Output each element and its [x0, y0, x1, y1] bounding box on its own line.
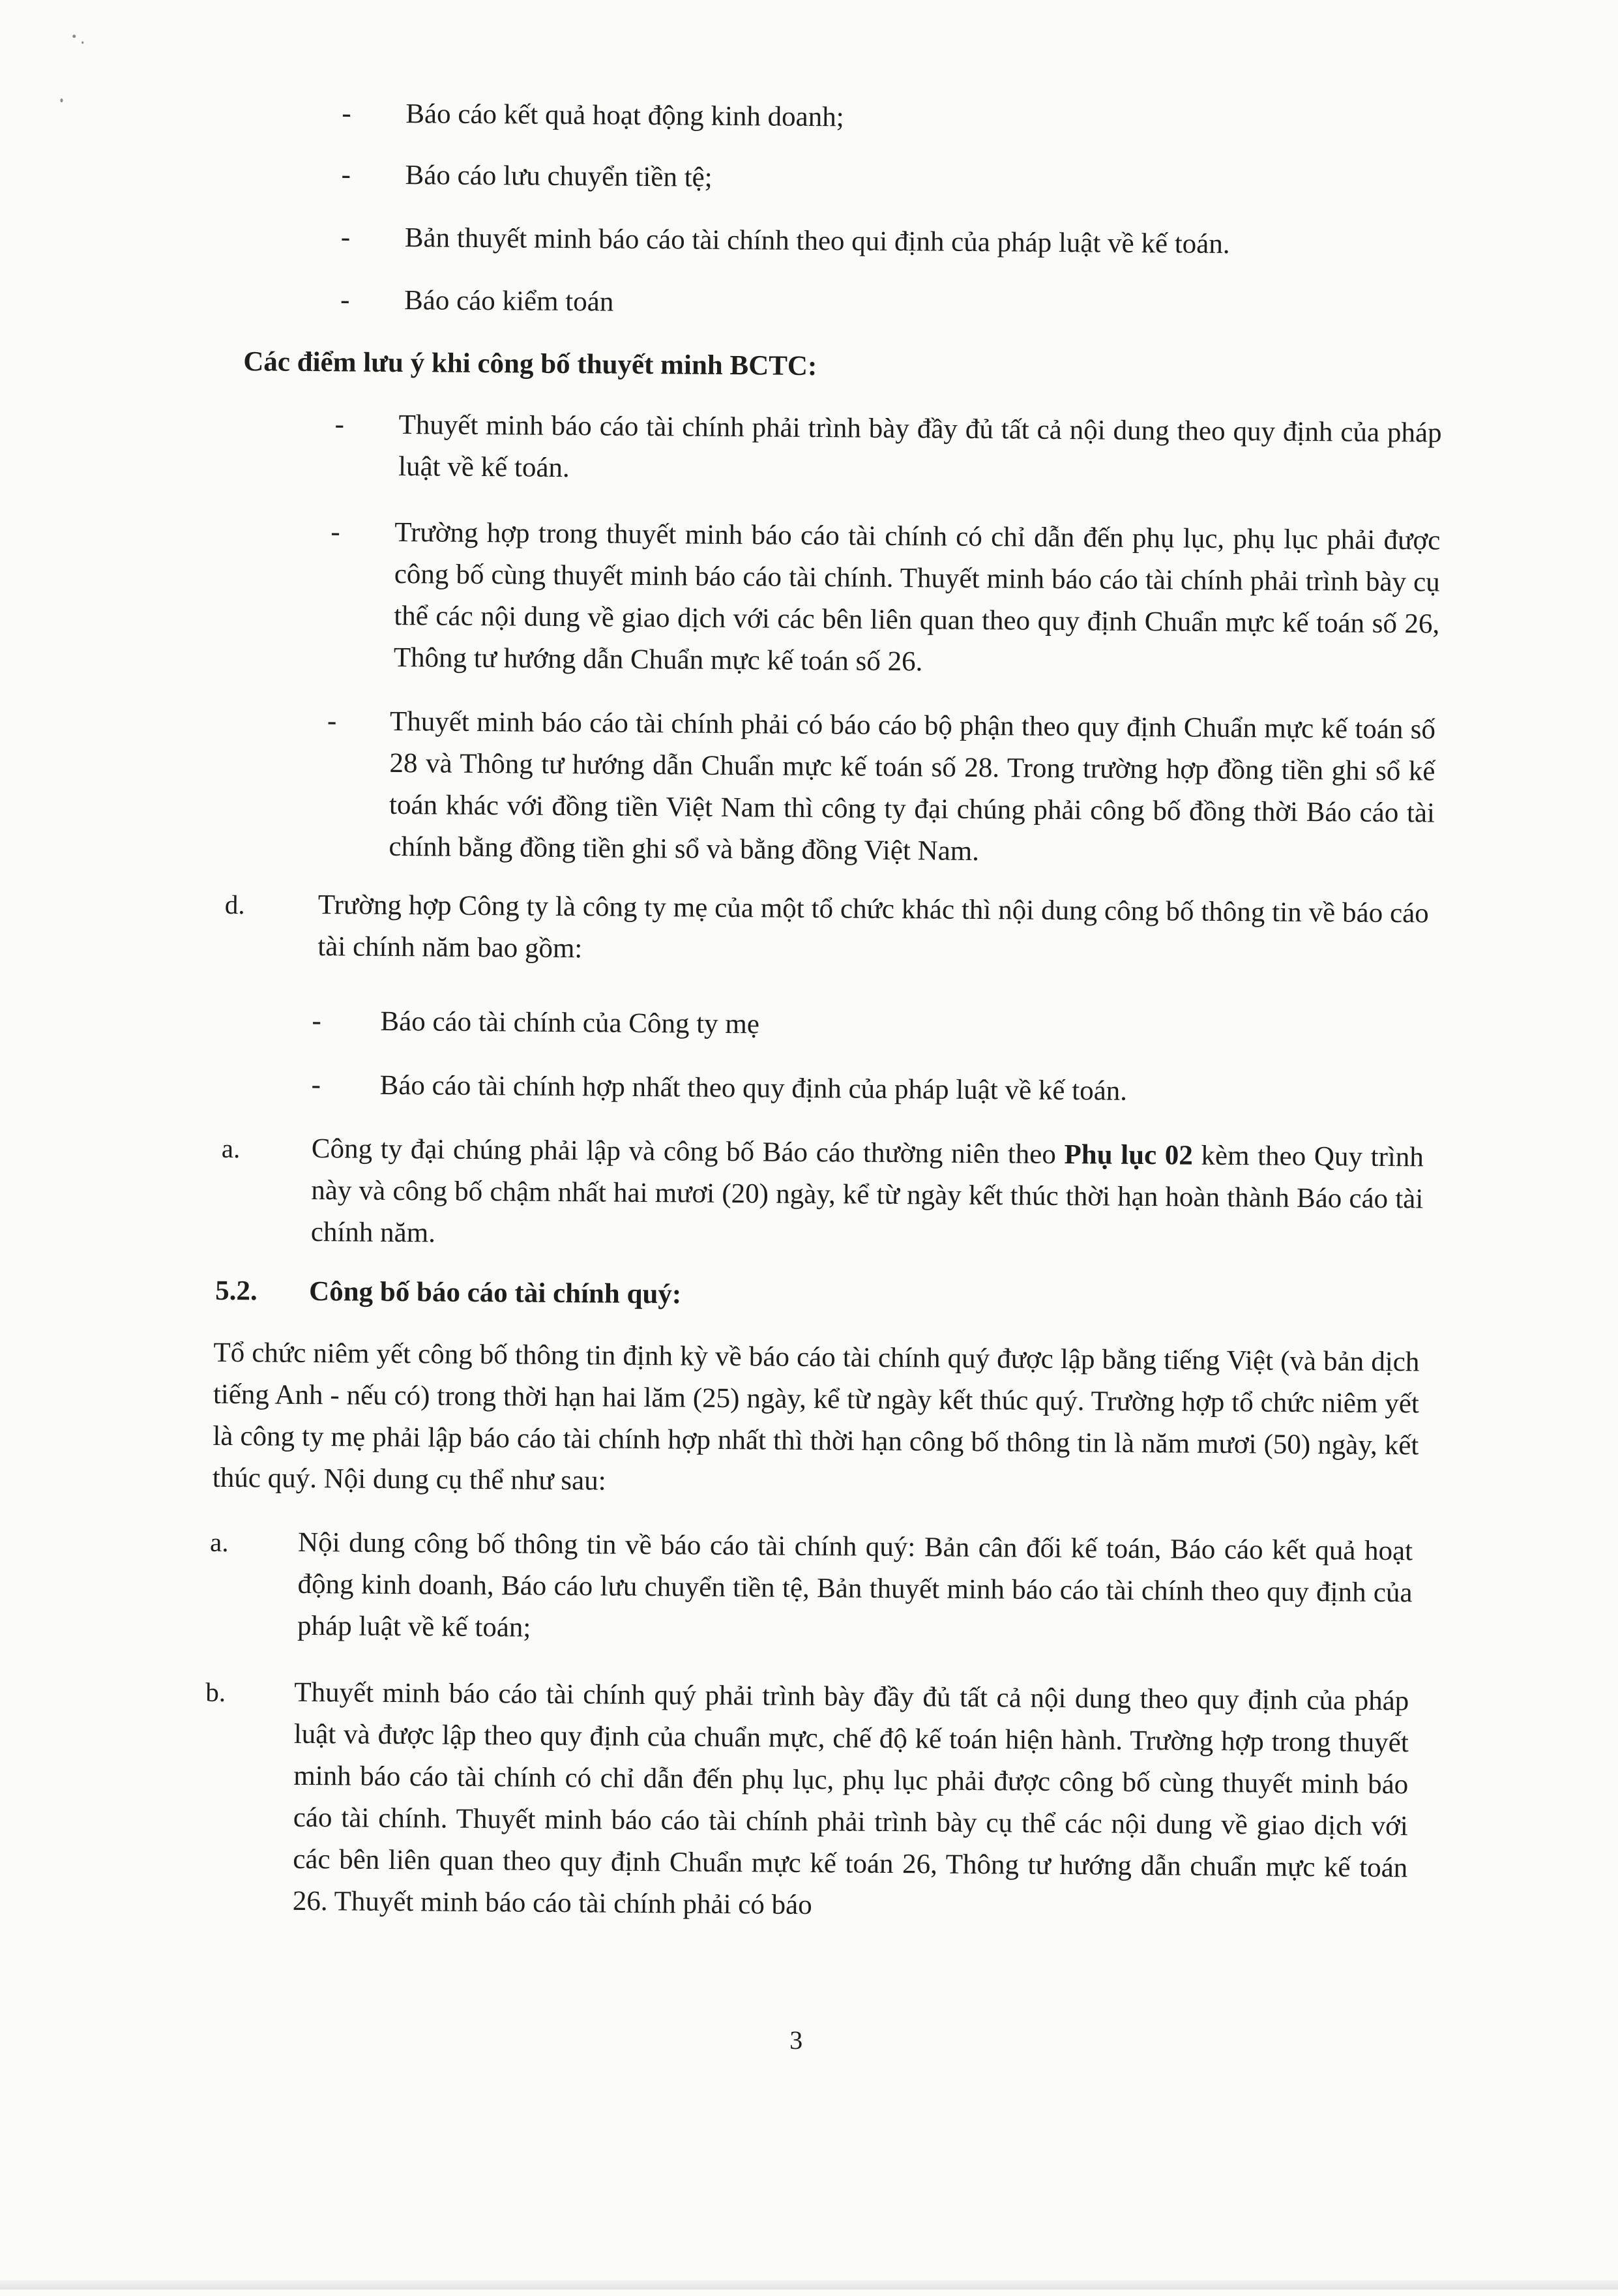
- bullet-dash: -: [341, 216, 351, 258]
- top-bullet-1: Báo cáo kết quả hoạt động kinh doanh;: [405, 93, 844, 138]
- page-number: 3: [789, 2025, 802, 2055]
- bullet-dash: -: [312, 1000, 321, 1042]
- bullet-dash: -: [311, 1064, 321, 1106]
- section-number: 5.2.: [215, 1270, 257, 1313]
- scan-speck: [81, 41, 83, 44]
- section-item-b-text: Thuyết minh báo cáo tài chính quý phải trình bày đầy đủ tất cả nội dung theo quy định của pháp luật và được lập theo quy định của chuẩn mực, chế độ kế toán hiện hành. Trường hợp trong thuyết minh báo cáo tài chính có chỉ dẫn đến phụ lục, phụ lục phải được công bố cùng thuyết minh báo cáo tài chính. Thuyết minh báo cáo tài chính phải trình bày cụ thể các nội dung về giao dịch với các bên liên quan theo quy định Chuẩn mực kế toán 26, Thông tư hướng dẫn chuẩn mực kế toán 26. Thuyết minh báo cáo tài chính phải có báo: [293, 1672, 1409, 1931]
- item-d-bullet-1: Báo cáo tài chính của Công ty mẹ: [380, 1001, 759, 1046]
- notes-bullet-3: Thuyết minh báo cáo tài chính phải có báo cáo bộ phận theo quy định Chuẩn mực kế toán số 28 và Thông tư hướng dẫn Chuẩn mực kế toán số 28. Trong trường hợp đồng tiền ghi sổ kế toán khác với đồng tiền Việt Nam thì công ty đại chúng phải công bố đồng thời Báo cáo tài chính bằng đồng tiền ghi sổ và bằng đồng Việt Nam.: [389, 701, 1435, 876]
- scan-bottom-edge: [0, 2280, 1618, 2289]
- notes-bullet-1: Thuyết minh báo cáo tài chính phải trình bày đầy đủ tất cả nội dung theo quy định của pháp luật về kế toán.: [398, 404, 1442, 496]
- top-bullet-3: Bản thuyết minh báo cáo tài chính theo qui định của pháp luật về kế toán.: [405, 217, 1230, 265]
- bullet-dash: -: [342, 93, 351, 134]
- notes-heading: Các điểm lưu ý khi công bố thuyết minh BCTC:: [243, 341, 817, 387]
- appendix-reference: Phụ lục 02: [1064, 1139, 1193, 1171]
- bullet-dash: -: [331, 511, 340, 553]
- bullet-dash: -: [327, 700, 337, 742]
- bullet-dash: -: [334, 404, 344, 445]
- section-item-a-marker: a.: [210, 1521, 229, 1563]
- section-title: Công bố báo cáo tài chính quý:: [309, 1271, 682, 1315]
- item-d-text: Trường hợp Công ty là công ty mẹ của một tổ chức khác thì nội dung công bố thông tin về báo cáo tài chính năm bao gồm:: [317, 884, 1429, 976]
- top-bullet-2: Báo cáo lưu chuyển tiền tệ;: [405, 155, 713, 199]
- item-a-marker: a.: [222, 1127, 241, 1169]
- bullet-dash: -: [340, 279, 350, 321]
- bullet-dash: -: [341, 154, 351, 196]
- section-paragraph: Tổ chức niêm yết công bố thông tin định kỳ về báo cáo tài chính quý được lập bằng tiếng Việt (và bản dịch tiếng Anh - nếu có) trong thời hạn hai lăm (25) ngày, kể từ ngày kết thúc quý. Trường hợp tổ chức niêm yết là công ty mẹ phải lập báo cáo tài chính hợp nhất thì thời hạn công bố thông tin là năm mươi (50) ngày, kết thúc quý. Nội dung cụ thể như sau:: [213, 1332, 1420, 1509]
- item-a-text-after: kèm theo Quy trình này và công bố chậm nhất hai mươi (20) ngày, kể từ ngày kết thúc thời hạn hoàn thành Báo cáo tài chính năm.: [311, 1141, 1424, 1249]
- scan-speck: [72, 35, 76, 38]
- item-d-bullet-2: Báo cáo tài chính hợp nhất theo quy định của pháp luật về kế toán.: [379, 1065, 1127, 1112]
- section-item-a-text: Nội dung công bố thông tin về báo cáo tài chính quý: Bản cân đối kế toán, Báo cáo kết quả hoạt động kinh doanh, Báo cáo lưu chuyển tiền tệ, Bản thuyết minh báo cáo tài chính theo quy định của pháp luật về kế toán;: [297, 1522, 1413, 1656]
- item-a-text-before: Công ty đại chúng phải lập và công bố Báo cáo thường niên theo: [312, 1133, 1065, 1170]
- item-d-marker: d.: [225, 884, 245, 925]
- top-bullet-4: Báo cáo kiểm toán: [404, 280, 614, 323]
- scan-speck: [60, 98, 63, 102]
- notes-bullet-2: Trường hợp trong thuyết minh báo cáo tài chính có chỉ dẫn đến phụ lục, phụ lục phải được công bố cùng thuyết minh báo cáo tài chính. Thuyết minh báo cáo tài chính phải trình bày cụ thể các nội dung về giao dịch với các bên liên quan theo quy định Chuẩn mực kế toán số 26, Thông tư hướng dẫn Chuẩn mực kế toán số 26.: [394, 512, 1441, 687]
- section-item-b-marker: b.: [205, 1671, 226, 1713]
- item-a-text: [311, 1128, 1424, 1262]
